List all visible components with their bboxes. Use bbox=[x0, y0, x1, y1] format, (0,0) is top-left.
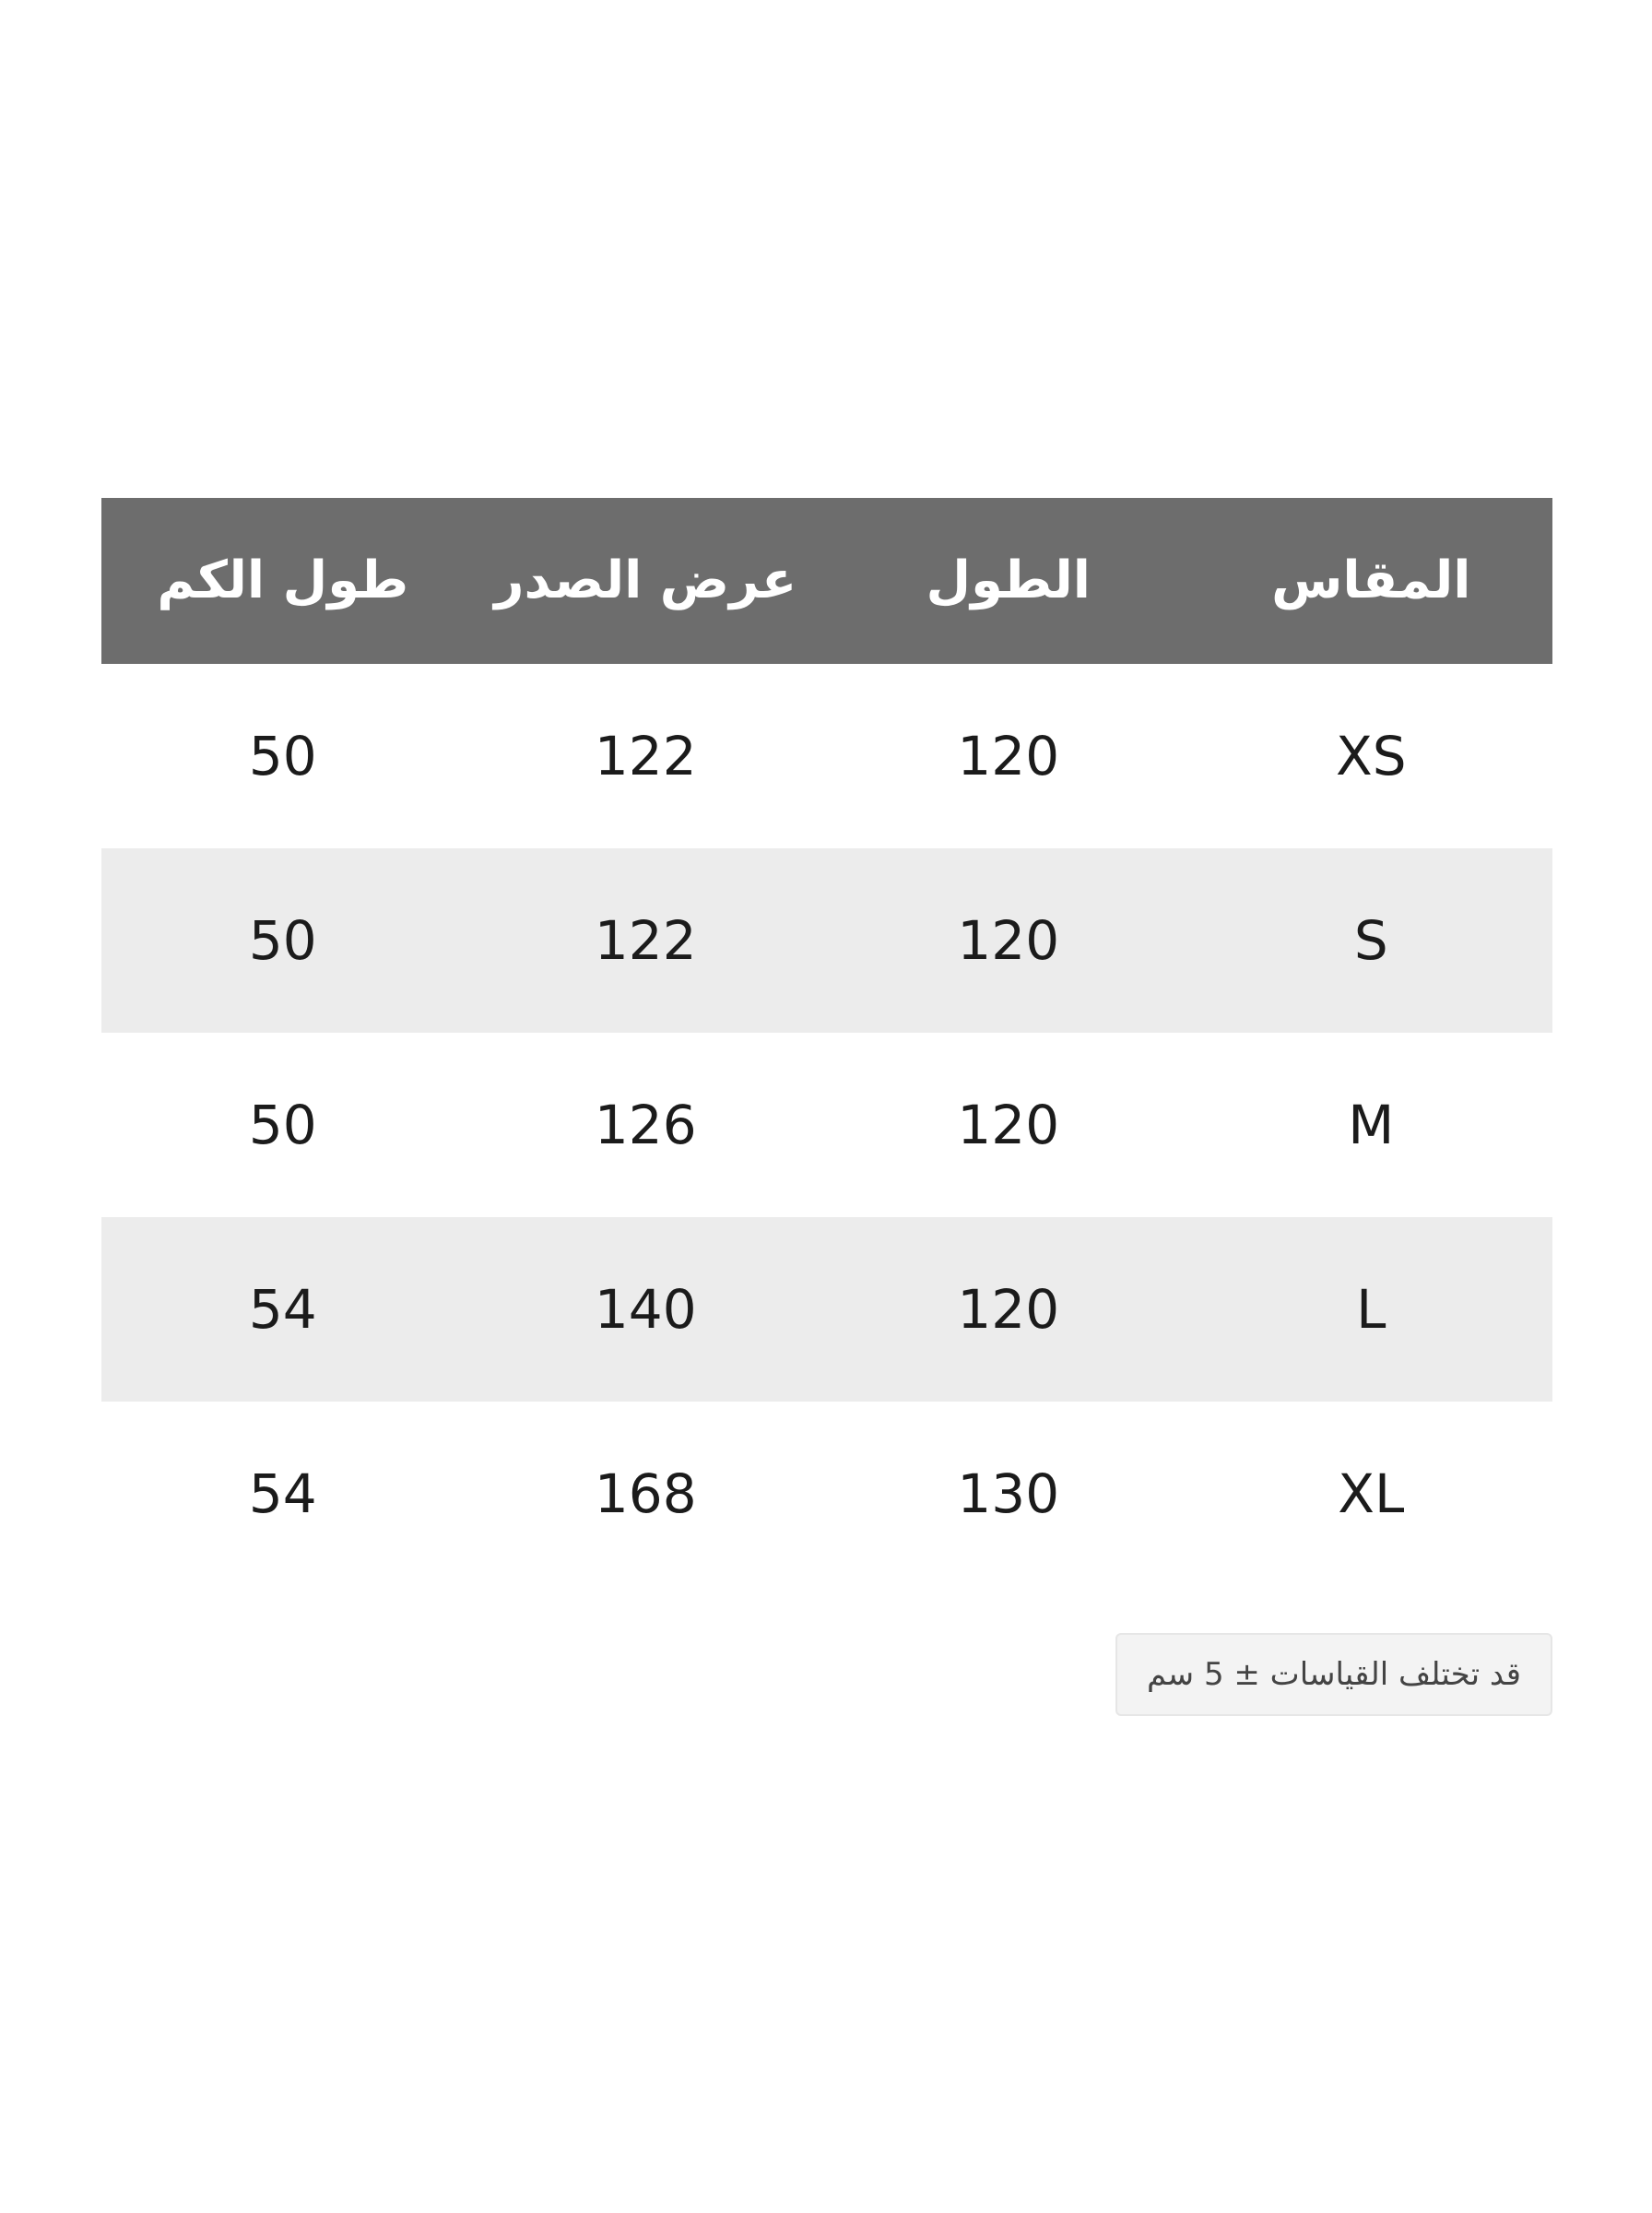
cell-size: S bbox=[1353, 909, 1388, 972]
header-chest-width: عرض الصدر bbox=[494, 550, 797, 610]
header-sleeve-length: طول الكم bbox=[157, 550, 409, 610]
cell-length: 120 bbox=[957, 725, 1060, 787]
cell-length: 120 bbox=[957, 1094, 1060, 1156]
cell-size: XS bbox=[1335, 725, 1407, 787]
cell-sleeve-length: 50 bbox=[248, 725, 317, 787]
table-header-row bbox=[101, 498, 1552, 664]
cell-sleeve-length: 50 bbox=[248, 1094, 317, 1156]
cell-size: XL bbox=[1338, 1462, 1405, 1525]
table-row bbox=[101, 848, 1552, 1033]
header-size: المقاس bbox=[1271, 550, 1471, 610]
cell-length: 120 bbox=[957, 1278, 1060, 1341]
cell-chest-width: 126 bbox=[594, 1094, 697, 1156]
header-length: الطول bbox=[926, 550, 1091, 610]
cell-chest-width: 122 bbox=[594, 909, 697, 972]
cell-length: 130 bbox=[957, 1462, 1060, 1525]
size-chart-table bbox=[101, 498, 1552, 1586]
cell-chest-width: 168 bbox=[594, 1462, 697, 1525]
cell-sleeve-length: 50 bbox=[248, 909, 317, 972]
cell-size: M bbox=[1348, 1094, 1395, 1156]
table-row bbox=[101, 1033, 1552, 1217]
cell-chest-width: 122 bbox=[594, 725, 697, 787]
table-row bbox=[101, 664, 1552, 848]
cell-sleeve-length: 54 bbox=[248, 1278, 317, 1341]
table-row bbox=[101, 1217, 1552, 1402]
cell-size: L bbox=[1356, 1278, 1386, 1341]
cell-sleeve-length: 54 bbox=[248, 1462, 317, 1525]
table-row bbox=[101, 1402, 1552, 1586]
cell-length: 120 bbox=[957, 909, 1060, 972]
cell-chest-width: 140 bbox=[594, 1278, 697, 1341]
measurement-tolerance-note: قد تختلف القياسات ± 5 سم bbox=[1115, 1633, 1552, 1716]
